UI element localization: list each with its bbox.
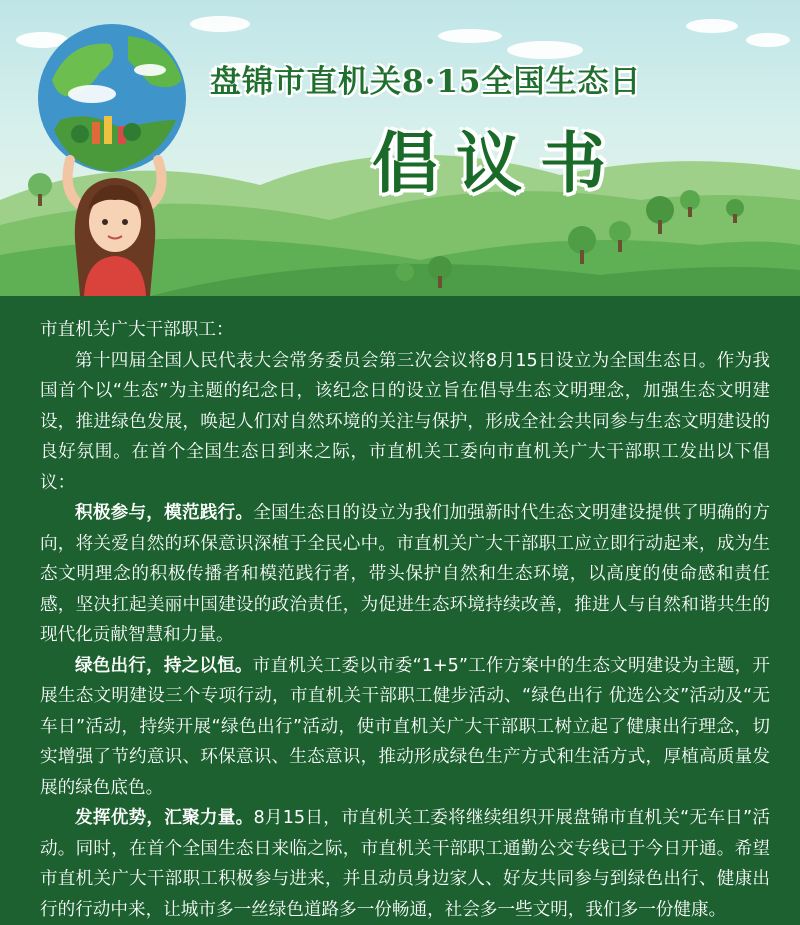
- page-title: 倡议书: [372, 124, 624, 202]
- page-subtitle: 盘锦市直机关8·15全国生态日: [210, 64, 642, 100]
- section-heading: 绿色出行，持之以恒。: [75, 655, 253, 676]
- section-heading: 积极参与，模范践行。: [75, 503, 254, 523]
- section-paragraph: [40, 651, 770, 804]
- earth-globe-icon: [38, 24, 186, 172]
- section-body: 8月15日，市直机关工委将继续组织开展盘锦市直机关“无车日”活动。同时，在首个全国生态日来临之际，市直机关干部职工通勤公交专线已于今日开通。希望市直机关广大干部职工积极参与进来，并且动员身边家人、好友共同参与到绿色出行、健康出行的行动中来，让城市多一丝绿色道路多一份畅通，社会多一些文明，我们多一份健康。: [40, 808, 770, 920]
- letter-body: [40, 300, 770, 925]
- section-heading: 发挥优势，汇聚力量。: [75, 808, 254, 828]
- salutation: 市直机关广大干部职工：: [40, 320, 234, 340]
- header-banner: [0, 0, 800, 296]
- section-body: 市直机关工委以市委“1+5”工作方案中的生态文明建设为主题，开展生态文明建设三个专项行动，市直机关干部职工健步活动、“绿色出行 优选公交”活动及“无车日”活动，持续开展“绿色出行”活动，使市直机关广大干部职工树立起了健康出行理念，切实增强了节约意识、环保意识、生态意识，推动形成绿色生产方式和生活方式，厚植高质量发展的绿色底色。: [40, 655, 770, 798]
- section-paragraph: [40, 803, 770, 925]
- section-paragraph: [40, 498, 770, 651]
- section-body: 全国生态日的设立为我们加强新时代生态文明建设提供了明确的方向，将关爱自然的环保意识深植于全民心中。市直机关广大干部职工应立即行动起来，成为生态文明理念的积极传播者和模范践行者，带头保护自然和生态环境，以高度的使命感和责任感，坚决扛起美丽中国建设的政治责任，为促进生态环境持续改善，推进人与自然和谐共生的现代化贡献智慧和力量。: [40, 503, 770, 645]
- intro-paragraph: 第十四届全国人民代表大会常务委员会第三次会议将8月15日设立为全国生态日。作为我国首个以“生态”为主题的纪念日，该纪念日的设立旨在倡导生态文明理念，加强生态文明建设，推进绿色发展，唤起人们对自然环境的关注与保护，形成全社会共同参与生态文明建设的良好氛围。在首个全国生态日到来之际，市直机关工委向市直机关广大干部职工发出以下倡议：: [40, 350, 770, 493]
